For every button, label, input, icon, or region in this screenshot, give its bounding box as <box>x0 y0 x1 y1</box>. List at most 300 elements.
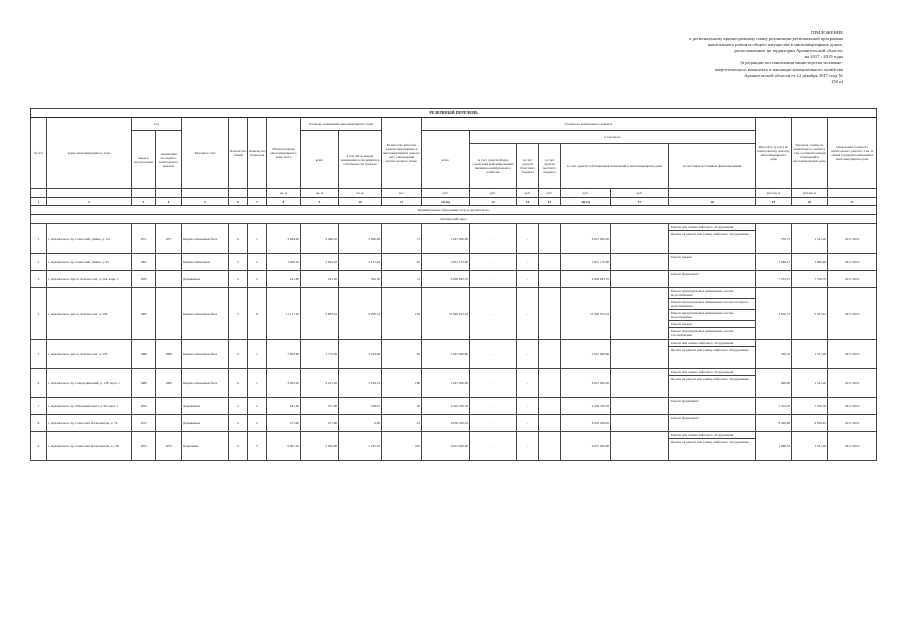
col-incl-header: в том числе <box>470 131 756 144</box>
local-cost-cell <box>539 369 561 398</box>
year-repair-cell <box>156 254 182 271</box>
local-cost-cell <box>539 340 561 369</box>
row-number: 5 <box>31 340 47 369</box>
fund-cost-cell: - <box>470 398 517 415</box>
unit-cell: кв. м <box>267 189 301 198</box>
premises-area-cell: 541,20 <box>301 271 339 288</box>
period-cell: 2017-2019 <box>828 340 877 369</box>
column-number-cell: 3 <box>132 198 156 206</box>
residents-count-cell: 71 <box>382 224 422 254</box>
unit-cell <box>669 189 756 198</box>
total-cost-cell: 5 831 170,90 <box>422 254 470 271</box>
table-title: РЕЗЕРВНЫЙ ПЕРЕЧЕНЬ <box>31 109 877 118</box>
col-entrances-header: Количество подъездов <box>248 118 267 189</box>
subject-cost-cell: - <box>517 369 539 398</box>
work-types-cell <box>669 340 756 369</box>
address-cell: г. Архангельск, пр. Советских Космонавтов, д. 74 <box>47 415 132 432</box>
period-cell: 2017-2019 <box>828 271 877 288</box>
total-cost-cell: 2 047 000,00 <box>422 340 470 369</box>
residents-area-cell: 2 617,44 <box>339 254 382 271</box>
unit-cost-cell: 4 676,73 <box>756 288 792 340</box>
residents-count-cell: 30 <box>382 398 422 415</box>
owners-cost-cell: 2 047 000,00 <box>561 224 611 254</box>
work-type-item: Ремонт фундамента <box>671 272 699 276</box>
work-type-item: Ремонт крыши <box>671 255 692 259</box>
max-cost-cell: 1 809,46 <box>792 254 828 271</box>
residents-count-cell: 31 <box>382 271 422 288</box>
year-built-cell: 1975 <box>132 432 156 461</box>
total-cost-cell: 6 057 000,00 <box>422 432 470 461</box>
total-area-cell: 6 807,10 <box>267 432 301 461</box>
table-row <box>31 369 877 398</box>
column-numbers-row <box>31 198 877 206</box>
unit-cost-cell: 9 496,48 <box>756 415 792 432</box>
work-type-item: Ремонт фундамента <box>671 416 699 420</box>
column-number-cell: 16(13) <box>561 198 611 206</box>
work-type-item: Ремонт или замена лифтового оборудования <box>669 432 755 439</box>
wall-material-cell: Кирпич-панельные/блоч <box>182 288 229 340</box>
unit-cost-cell: 1 088,34 <box>756 432 792 461</box>
table-row <box>31 254 877 271</box>
header-line: к региональному краткосрочному плану реализации региональной программы <box>689 36 843 42</box>
total-cost-cell: 4 594 706,76 <box>422 398 470 415</box>
unit-cell: руб. <box>561 189 611 198</box>
owners-cost-cell: 51 990 915,24 <box>561 288 611 340</box>
column-number-cell: 19 <box>756 198 792 206</box>
work-types-cell <box>669 369 756 398</box>
address-cell: г. Архангельск, пр. Советский, Двина, д. 93 <box>47 254 132 271</box>
unit-cell <box>156 189 182 198</box>
work-types-list <box>669 398 755 404</box>
header-line: 150 п) <box>830 78 843 84</box>
wall-material-cell: Деревянные <box>182 415 229 432</box>
reserve-list-table <box>30 108 877 461</box>
row-number: 4 <box>31 288 47 340</box>
table-row <box>31 432 877 461</box>
col-prem-total-header: всего <box>301 131 339 189</box>
row-number: 2 <box>31 254 47 271</box>
floors-cell: 5 <box>229 254 248 271</box>
period-cell: 2017-2019 <box>828 415 877 432</box>
local-cost-cell <box>539 288 561 340</box>
residents-area-cell: 2 204,98 <box>339 340 382 369</box>
work-types-cell <box>669 415 756 432</box>
other-cost-cell <box>611 369 669 398</box>
year-built-cell: 1934 <box>132 398 156 415</box>
max-cost-cell: 1 321,20 <box>792 432 828 461</box>
wall-material-cell: Кирпич-панельные <box>182 254 229 271</box>
unit-cell: руб. <box>539 189 561 198</box>
unit-cell: кв. м <box>339 189 382 198</box>
col-local-header: за счет средств местного бюджета <box>539 144 561 189</box>
year-repair-cell <box>156 271 182 288</box>
floors-cell: 2 <box>229 271 248 288</box>
other-cost-cell <box>611 254 669 271</box>
work-type-item: Ремонт внутридомовых инженерных систем водоснабжения <box>669 288 755 299</box>
subject-cost-cell: - <box>517 340 539 369</box>
residents-count-cell: 297 <box>382 432 422 461</box>
residents-area-cell: 5 245,19 <box>339 432 382 461</box>
residents-count-cell: 65 <box>382 340 422 369</box>
premises-area-cell: 9 893,10 <box>301 288 339 340</box>
unit-cell: руб. <box>470 189 517 198</box>
fund-cost-cell: - <box>470 340 517 369</box>
unit-cost-cell: 846,60 <box>756 369 792 398</box>
district-heading: Октябрьский округ <box>31 215 877 224</box>
residents-area-cell: 2 096,28 <box>339 224 382 254</box>
entrances-cell: 8 <box>248 288 267 340</box>
work-types-cell <box>669 224 756 254</box>
table-row <box>31 415 877 432</box>
work-type-item: Ремонт или замена лифтового оборудования <box>669 369 755 376</box>
column-number-cell: 15 <box>539 198 561 206</box>
wall-material-cell: Деревянные <box>182 398 229 415</box>
period-cell: 2017-2019 <box>828 398 877 415</box>
column-number-cell: 17 <box>611 198 669 206</box>
wall-material-cell: Кирпич-панельные/блоч <box>182 224 229 254</box>
floors-cell: 9 <box>229 369 248 398</box>
table-row <box>31 271 877 288</box>
col-residents-header: Количество жителей, зарегистрированных в многоквартирном доме на дату утверждения краткосрочного плана <box>382 118 422 189</box>
col-owners-header: за счет средств собственников помещений в многоквартирном доме <box>561 144 669 189</box>
wall-material-cell: Кирпич-панельные/блоч <box>182 369 229 398</box>
max-cost-cell: 1 321,20 <box>792 340 828 369</box>
local-cost-cell <box>539 398 561 415</box>
unit-cell <box>132 189 156 198</box>
year-built-cell: 1917 <box>132 415 156 432</box>
wall-material-cell: Деревянные <box>182 271 229 288</box>
col-wall-header: Материал стен <box>182 118 229 189</box>
work-types-list <box>669 432 755 445</box>
wall-material-cell: Панельные <box>182 432 229 461</box>
work-types-cell <box>669 254 756 271</box>
period-cell: 2017-2019 <box>828 254 877 271</box>
max-cost-cell: 1 321,20 <box>792 369 828 398</box>
unit-cell <box>31 189 47 198</box>
local-cost-cell <box>539 254 561 271</box>
unit-cell: руб./кв. м <box>756 189 792 198</box>
unit-cell: чел. <box>382 189 422 198</box>
other-cost-cell <box>611 415 669 432</box>
year-repair-cell: 1975 <box>156 432 182 461</box>
work-type-item: Проект на ремонт или замену лифтового оборудования <box>671 348 749 352</box>
fund-cost-cell: - <box>470 369 517 398</box>
total-area-cell: 11 117,10 <box>267 288 301 340</box>
total-area-cell: 2 694,40 <box>267 224 301 254</box>
total-cost-cell: 2 047 000,00 <box>422 224 470 254</box>
column-number-cell: 5 <box>182 198 229 206</box>
owners-cost-cell: 2 047 000,00 <box>561 340 611 369</box>
col-total-area-header: Общая площадь многоквартирного дома, всего <box>267 118 301 189</box>
header-line: Архангельской области от 12 декабря 2017 года № <box>744 72 843 78</box>
year-built-cell: 1983 <box>132 288 156 340</box>
col-year-built-header: ввода в эксплуатацию <box>132 131 156 189</box>
premises-area-cell: 577,00 <box>301 398 339 415</box>
residents-area-cell: 2 184,13 <box>339 369 382 398</box>
max-cost-cell: 7 706,79 <box>792 271 828 288</box>
row-number: 6 <box>31 369 47 398</box>
local-cost-cell <box>539 432 561 461</box>
entrances-cell: 1 <box>248 224 267 254</box>
col-cost-group-header: Стоимость капитального ремонта <box>422 118 756 131</box>
other-cost-cell <box>611 224 669 254</box>
year-repair-cell <box>156 415 182 432</box>
fund-cost-cell: - <box>470 415 517 432</box>
header-line: энергетического комплекса и жилищно-коммунального хозяйства <box>714 66 843 72</box>
wall-material-cell: Кирпич-панельные/блоч <box>182 340 229 369</box>
work-types-cell <box>669 288 756 340</box>
year-repair-cell <box>156 398 182 415</box>
total-area-cell: 3 690,10 <box>267 254 301 271</box>
document-header <box>593 30 843 85</box>
entrances-cell: 2 <box>248 415 267 432</box>
unit-cell <box>248 189 267 198</box>
work-type-item: Проект на ремонт или замену лифтового оборудования <box>671 232 749 236</box>
max-cost-cell: 1 321,20 <box>792 224 828 254</box>
work-type-item: Ремонт или замена лифтового оборудования <box>669 340 755 347</box>
subject-cost-cell: - <box>517 288 539 340</box>
unit-cell <box>182 189 229 198</box>
address-cell: г. Архангельск, пр. Обводный канал, д. 90, корп. 1 <box>47 398 132 415</box>
max-cost-cell: 5 053,91 <box>792 288 828 340</box>
max-cost-cell: 7 706,79 <box>792 398 828 415</box>
total-area-cell: 2 603,80 <box>267 340 301 369</box>
unit-cost-cell: 7 533,27 <box>756 271 792 288</box>
address-cell: г. Архангельск, просп. Ломоносова, д. 224, корп. 1 <box>47 271 132 288</box>
total-cost-cell: 4 608 843,70 <box>422 271 470 288</box>
table-row <box>31 398 877 415</box>
col-unit-cost-header: Удельная стоимость капитального ремонта 1 кв. м общей площади помещений в многоквартирном доме <box>792 118 828 189</box>
work-type-item: Ремонт внутридомовых инженерных систем холодного водоснабжения <box>669 299 755 310</box>
row-number: 7 <box>31 398 47 415</box>
period-cell: 2017-2019 <box>828 369 877 398</box>
residents-count-cell: 129 <box>382 288 422 340</box>
address-cell: г. Архангельск, просп. Ломоносова, д. 259 <box>47 288 132 340</box>
subject-cost-cell: - <box>517 398 539 415</box>
col-other-header: за счет иных источников финансирования <box>669 144 756 189</box>
year-repair-cell: 1986 <box>156 369 182 398</box>
other-cost-cell <box>611 271 669 288</box>
total-area-cell: 2 602,20 <box>267 369 301 398</box>
column-number-cell: 2 <box>47 198 132 206</box>
header-line: расположенных на территории Архангельской области, <box>734 48 843 54</box>
entrances-cell: 5 <box>248 432 267 461</box>
col-premises-group-header: Площадь помещений многоквартирного дома <box>301 118 382 131</box>
header-line: на 2017 - 2019 годы <box>804 54 843 60</box>
premises-area-cell: 2 201,20 <box>301 369 339 398</box>
address-cell: г. Архангельск, пр. Северодвинский, д. 128, корп. 1 <box>47 369 132 398</box>
subject-cost-cell: - <box>517 254 539 271</box>
work-types-list <box>669 369 755 382</box>
address-cell: г. Архангельск, просп. Ломоносова, д. 278 <box>47 340 132 369</box>
row-number: 9 <box>31 432 47 461</box>
work-types-list <box>669 271 755 277</box>
unit-cost-cell: 1 580,21 <box>756 254 792 271</box>
address-cell: г. Архангельск, пр. Советский, Двина, д. 121 <box>47 224 132 254</box>
residents-count-cell: 180 <box>382 369 422 398</box>
subject-cost-cell: - <box>517 224 539 254</box>
premises-area-cell: 471,60 <box>301 415 339 432</box>
column-number-cell: 10 <box>339 198 382 206</box>
local-cost-cell <box>539 415 561 432</box>
column-number-cell: 20 <box>792 198 828 206</box>
owners-cost-cell: 4 594 706,76 <box>561 398 611 415</box>
row-number: 3 <box>31 271 47 288</box>
row-number: 8 <box>31 415 47 432</box>
unit-cell: руб./кв. м <box>792 189 828 198</box>
header-line: ПРИЛОЖЕНИЕ <box>811 30 843 35</box>
entrances-cell: 2 <box>248 271 267 288</box>
col-year-repair-header: завершения последнего капитального ремонта <box>156 131 182 189</box>
year-repair-cell: 1988 <box>156 340 182 369</box>
entrances-cell: 2 <box>248 398 267 415</box>
unit-cost-cell: 7 504,79 <box>756 398 792 415</box>
column-number-cell: 12(16) <box>422 198 470 206</box>
total-area-cell: 611,80 <box>267 271 301 288</box>
entrances-cell: 2 <box>248 254 267 271</box>
year-built-cell: 1988 <box>132 340 156 369</box>
year-built-cell: 1965 <box>132 254 156 271</box>
unit-cell: руб. <box>422 189 470 198</box>
unit-cost-cell: 759,73 <box>756 224 792 254</box>
column-number-cell: 8 <box>267 198 301 206</box>
other-cost-cell <box>611 340 669 369</box>
floors-cell: 9 <box>229 432 248 461</box>
units-row <box>31 189 877 198</box>
unit-cell <box>47 189 132 198</box>
floors-cell: 2 <box>229 398 248 415</box>
work-types-cell <box>669 432 756 461</box>
subject-cost-cell: - <box>517 432 539 461</box>
fund-cost-cell: - <box>470 254 517 271</box>
column-number-cell: 11 <box>382 198 422 206</box>
work-types-list <box>669 340 755 353</box>
other-cost-cell <box>611 432 669 461</box>
entrances-cell: 1 <box>248 340 267 369</box>
work-types-cell <box>669 271 756 288</box>
work-types-list <box>669 288 755 338</box>
subject-cost-cell: - <box>517 415 539 432</box>
col-cost-total-header: всего <box>422 131 470 189</box>
local-cost-cell <box>539 271 561 288</box>
fund-cost-cell: - <box>470 288 517 340</box>
residents-area-cell: 198,01 <box>339 398 382 415</box>
floors-cell: 5 <box>229 288 248 340</box>
unit-cell: руб. <box>611 189 669 198</box>
column-number-cell: 21 <box>828 198 877 206</box>
year-repair-cell <box>156 288 182 340</box>
col-address-header: Адрес многоквартирного дома <box>47 118 132 189</box>
column-number-cell: 6 <box>229 198 248 206</box>
work-types-list <box>669 224 755 237</box>
column-number-cell: 14 <box>517 198 539 206</box>
period-cell: 2017-2019 <box>828 432 877 461</box>
column-number-cell: 1 <box>31 198 47 206</box>
unit-cell <box>828 189 877 198</box>
total-area-cell: 641,50 <box>267 398 301 415</box>
max-cost-cell: 9 939,45 <box>792 415 828 432</box>
work-type-item: Проект на ремонт или замену лифтового оборудования <box>671 377 749 381</box>
fund-cost-cell: - <box>470 271 517 288</box>
unit-cell: руб. <box>517 189 539 198</box>
premises-area-cell: 5 994,00 <box>301 432 339 461</box>
fund-cost-cell: - <box>470 224 517 254</box>
total-area-cell: 471,60 <box>267 415 301 432</box>
col-work-type-header: Вид работ (услуг) по капитальному ремонту многоквартирного дома <box>756 118 792 189</box>
residents-count-cell: 41 <box>382 415 422 432</box>
owners-cost-cell: 5 831 170,90 <box>561 254 611 271</box>
other-cost-cell <box>611 288 669 340</box>
premises-area-cell: 3 093,10 <box>301 254 339 271</box>
column-number-cell: 9 <box>301 198 339 206</box>
work-types-list <box>669 254 755 260</box>
address-cell: г. Архангельск, пр. Советских Космонавтов, д. 130 <box>47 432 132 461</box>
premises-area-cell: 2 496,10 <box>301 224 339 254</box>
floors-cell: 2 <box>229 415 248 432</box>
table-row <box>31 224 877 254</box>
work-type-item: Ремонт крыши <box>669 321 755 328</box>
total-cost-cell: 2 047 000,00 <box>422 369 470 398</box>
owners-cost-cell: 2 047 000,00 <box>561 369 611 398</box>
header-line: капитального ремонта общего имущества в многоквартирных домах, <box>707 42 843 48</box>
owners-cost-cell: 6 050 450,02 <box>561 415 611 432</box>
residents-area-cell: 8 290,14 <box>339 288 382 340</box>
column-number-cell: 4 <box>156 198 182 206</box>
fund-cost-cell: - <box>470 432 517 461</box>
col-no-header: № п/п <box>31 118 47 189</box>
premises-area-cell: 1 775,30 <box>301 340 339 369</box>
residents-count-cell: 81 <box>382 254 422 271</box>
work-type-item: Ремонт внутридомовых инженерных систем водоотведения <box>669 310 755 321</box>
unit-cost-cell: 786,16 <box>756 340 792 369</box>
work-type-item: Ремонт внутридомовых инженерных систем газоснабжения <box>671 329 734 337</box>
residents-area-cell: 392,56 <box>339 271 382 288</box>
total-cost-cell: 6 050 450,02 <box>422 415 470 432</box>
subject-cost-cell: - <box>517 271 539 288</box>
unit-cell <box>229 189 248 198</box>
col-subject-header: за счет средств областного бюджета <box>517 144 539 189</box>
owners-cost-cell: 6 057 000,00 <box>561 432 611 461</box>
owners-cost-cell: 4 608 843,70 <box>561 271 611 288</box>
col-floors-header: Количество этажей <box>229 118 248 189</box>
column-number-cell: 18 <box>669 198 756 206</box>
total-cost-cell: 51 990 915,24 <box>422 288 470 340</box>
row-number: 1 <box>31 224 47 254</box>
table-row <box>31 288 877 340</box>
col-prem-residents-header: в том числе жилых помещений, находящихся в собственности граждан <box>339 131 382 189</box>
work-types-list <box>669 415 755 421</box>
residents-area-cell: 0,00 <box>339 415 382 432</box>
unit-cell: кв. м <box>301 189 339 198</box>
column-number-cell: 7 <box>248 198 267 206</box>
work-type-item: Ремонт фундамента <box>671 399 699 403</box>
col-max-cost-header: Предельная стоимость капитального ремонта 1 кв. м общей площади помещений в многоквартирном доме <box>828 118 877 189</box>
floors-cell: 9 <box>229 224 248 254</box>
work-type-item: Ремонт или замена лифтового оборудования <box>669 224 755 231</box>
period-cell: 2017-2019 <box>828 288 877 340</box>
work-type-item: Проект на ремонт или замену лифтового оборудования <box>671 440 749 444</box>
year-built-cell: 1936 <box>132 271 156 288</box>
year-repair-cell: 1977 <box>156 224 182 254</box>
period-cell: 2017-2019 <box>828 224 877 254</box>
table-row <box>31 340 877 369</box>
col-fund-header: за счет средств Фонда содействия реформированию жилищно-коммунального хозяйства <box>470 144 517 189</box>
col-year-group-header: Год <box>132 118 182 131</box>
column-number-cell: 13 <box>470 198 517 206</box>
year-built-cell: 1986 <box>132 369 156 398</box>
work-types-cell <box>669 398 756 415</box>
other-cost-cell <box>611 398 669 415</box>
